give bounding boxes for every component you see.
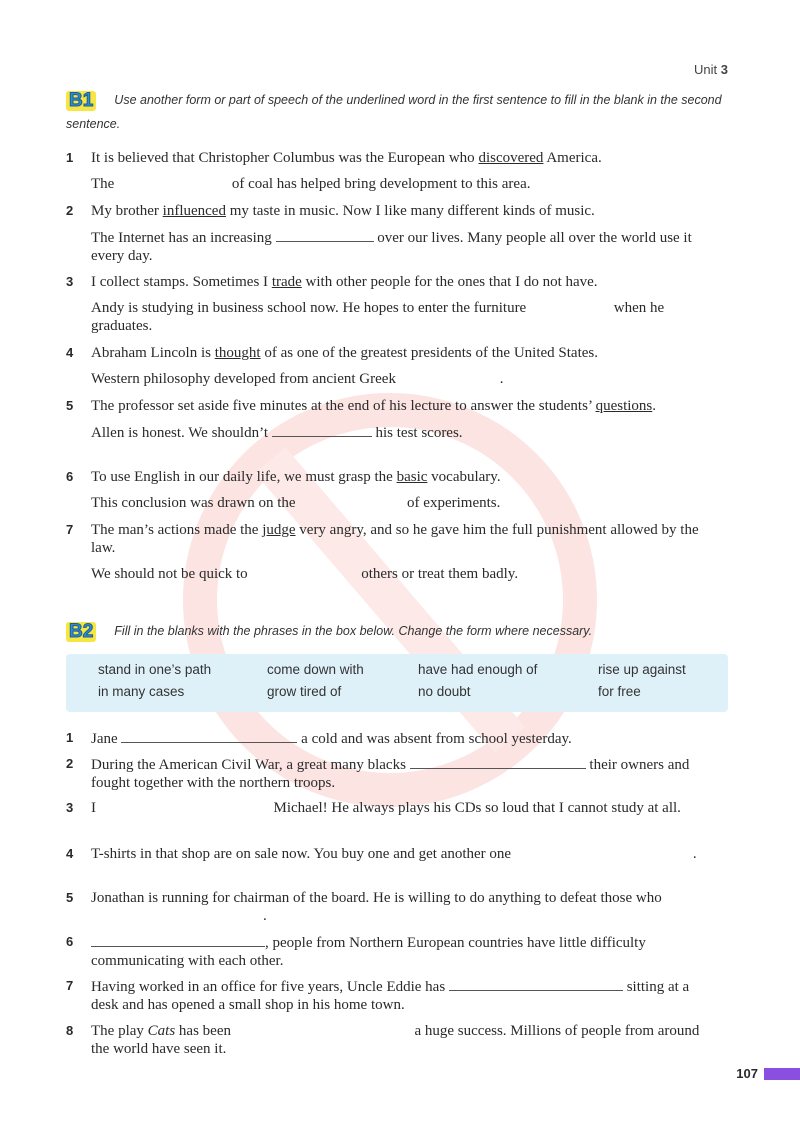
phrase-item: no doubt — [418, 684, 471, 699]
phrase-item: for free — [598, 684, 641, 699]
b2-item-1: 1 Jane a cold and was absent from school yesterday. — [66, 730, 572, 747]
underlined-word: influenced — [162, 203, 226, 219]
b1-item-2: 2 My brother influenced my taste in music. Now I like many different kinds of music. The Internet has an increasing over our lives. Many people all over the world use it every day. — [66, 202, 716, 265]
b2-item-8: 8 The play Cats has been a huge success. Millions of people from around the world have seen it. — [66, 1023, 700, 1057]
b1-sentence-1: Abraham Lincoln is thought of as one of the greatest presidents of the United States. — [91, 345, 598, 361]
phrase-item: grow tired of — [267, 684, 342, 699]
b1-sentence-2: Allen is honest. We shouldn’t his test scores. — [91, 425, 463, 441]
underlined-word: thought — [214, 345, 261, 361]
blank[interactable] — [121, 729, 297, 743]
b1-sentence-1: The professor set aside five minutes at the end of his lecture to answer the students’ questions. — [91, 398, 656, 414]
page-number-bar — [764, 1068, 800, 1080]
b1-item-7: 7 The man’s actions made the judge very angry, and so he gave him the full punishment allowed by the law. We should not be quick to others or treat them badly. — [66, 521, 716, 583]
b1-instruction: Use another form or part of speech of the underlined word in the first sentence to fill in the blank in the second sentence. — [66, 93, 722, 131]
phrase-item: have had enough of — [418, 662, 538, 677]
b1-item-1: 1 It is believed that Christopher Columbus was the European who discovered America. The of coal has helped bring development to this area. — [66, 149, 716, 193]
b2-item-2: 2 During the American Civil War, a great many blacks their owners and fought together with the northern troops. — [66, 756, 690, 791]
b1-sentence-1: I collect stamps. Sometimes I trade with other people for the ones that I do not have. — [91, 274, 598, 290]
b1-sentence-2: Western philosophy developed from ancient Greek . — [91, 371, 504, 387]
b1-badge: B1 — [66, 91, 96, 111]
blank[interactable] — [410, 755, 586, 769]
b2-badge: B2 — [66, 622, 96, 642]
underlined-word: trade — [271, 274, 302, 290]
b2-item-3: 3 I Michael! He always plays his CDs so loud that I cannot study at all. — [66, 800, 681, 816]
b1-heading — [66, 88, 726, 136]
b2-item-7: 7 Having worked in an office for five years, Uncle Eddie has sitting at a desk and has opened a small shop in his home town. — [66, 978, 690, 1013]
phrase-item: come down with — [267, 662, 364, 677]
underlined-word: discovered — [478, 150, 544, 166]
blank[interactable] — [276, 228, 374, 242]
b1-sentence-2: The Internet has an increasing over our lives. Many people all over the world use it every day. — [91, 230, 692, 264]
b2-instruction: Fill in the blanks with the phrases in the box below. Change the form where necessary. — [114, 624, 593, 638]
b2-item-5: 5 Jonathan is running for chairman of the board. He is willing to do anything to defeat those who . — [66, 890, 662, 924]
underlined-word: judge — [262, 522, 296, 538]
blank[interactable] — [449, 977, 623, 991]
b1-sentence-2: We should not be quick to others or treat them badly. — [91, 566, 519, 582]
b1-item-5: 5 The professor set aside five minutes at the end of his lecture to answer the students’ questions. Allen is honest. We shouldn’t his test scores. — [66, 397, 716, 442]
b2-item-6: 6 , people from Northern European countries have little difficulty communicating with each other. — [66, 934, 646, 969]
unit-label: Unit 3 — [694, 62, 728, 77]
b1-sentence-2: The of coal has helped bring development to this area. — [91, 176, 531, 192]
b2-heading — [66, 619, 726, 643]
phrase-box — [66, 654, 728, 712]
b1-sentence-1: The man’s actions made the judge very angry, and so he gave him the full punishment allowed by the law. — [91, 522, 699, 556]
b1-sentence-1: My brother influenced my taste in music. Now I like many different kinds of music. — [91, 203, 595, 219]
b1-sentence-2: Andy is studying in business school now. He hopes to enter the furniture when he graduates. — [91, 300, 665, 334]
b2-item-4: 4 T-shirts in that shop are on sale now. You buy one and get another one . — [66, 846, 697, 862]
phrase-item: in many cases — [98, 684, 185, 699]
b1-item-4: 4 Abraham Lincoln is thought of as one of the greatest presidents of the United States. Western philosophy developed from ancient Greek . — [66, 344, 716, 388]
b1-sentence-2: This conclusion was drawn on the of experiments. — [91, 495, 501, 511]
b1-item-6: 6 To use English in our daily life, we must grasp the basic vocabulary. This conclusion was drawn on the of experiments. — [66, 468, 716, 512]
underlined-word: basic — [396, 469, 428, 485]
phrase-item: rise up against — [598, 662, 686, 677]
underlined-word: questions — [595, 398, 653, 414]
b1-sentence-1: It is believed that Christopher Columbus was the European who discovered America. — [91, 150, 602, 166]
page-number: 107 — [736, 1066, 758, 1081]
b1-item-3: 3 I collect stamps. Sometimes I trade with other people for the ones that I do not have. Andy is studying in business school now. He hopes to enter the furniture when he graduates. — [66, 273, 716, 335]
play-title: Cats — [147, 1023, 176, 1039]
blank[interactable] — [91, 933, 265, 947]
b1-sentence-1: To use English in our daily life, we must grasp the basic vocabulary. — [91, 469, 501, 485]
blank[interactable] — [272, 423, 372, 437]
phrase-item: stand in one’s path — [98, 662, 212, 677]
